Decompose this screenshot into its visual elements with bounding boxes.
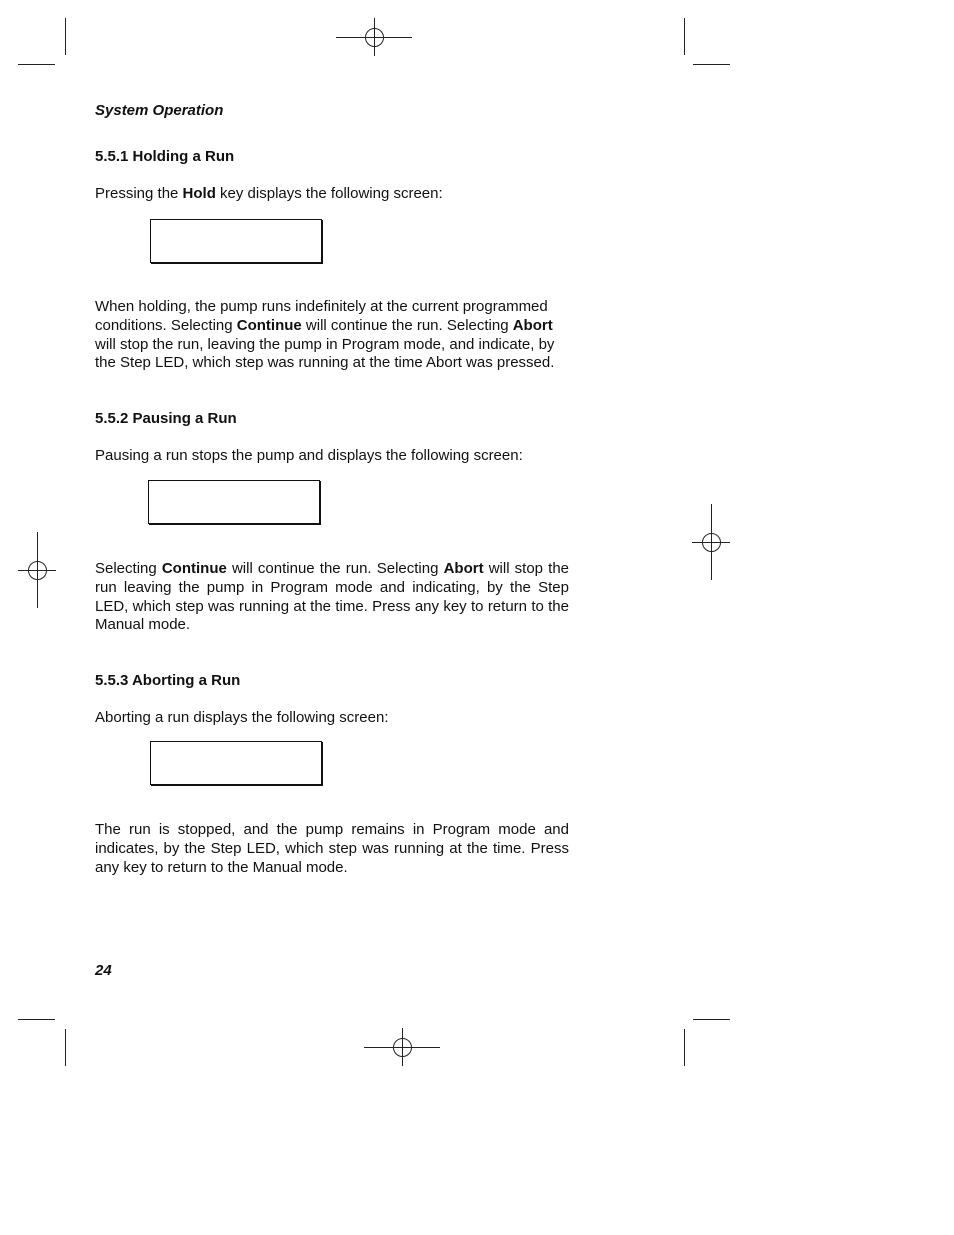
abort-body-paragraph: The run is stopped, and the pump remains in Program mode and indicates, by the Step LED, which step was running at the time. Press any key to return to the Manual mode. [95,821,569,876]
hold-intro-text-end: key displays the following screen: [215,185,443,202]
pause-body-paragraph [95,560,569,635]
pause-body-text-2: will continue the run. Selecting [226,560,444,577]
hold-body-text-3: will stop the run, leaving the pump in Program mode, and indicate, by the Step LED, which step was running at the time Abort was pressed. [95,335,555,372]
hold-intro-paragraph [95,185,569,204]
hold-key-label: Hold [182,185,216,202]
pause-body-text-3: will stop the run leaving the pump in Program mode and indicating, by the Step LED, which step was running at the time. Press any key to return to the Manual mode. [95,560,570,634]
continue-label: Continue [161,560,227,577]
heading-pausing-a-run: 5.5.2 Pausing a Run [95,410,237,427]
pause-intro-paragraph: Pausing a run stops the pump and displays the following screen: [95,447,523,464]
heading-holding-a-run: 5.5.1 Holding a Run [95,148,235,165]
hold-intro-text: Pressing the [95,185,183,202]
heading-aborting-a-run: 5.5.3 Aborting a Run [95,672,241,689]
page-number: 24 [95,962,112,979]
pause-screen-display [148,480,320,524]
abort-screen-display [150,741,322,785]
pause-body-text: Selecting [95,560,162,577]
running-header: System Operation [95,102,224,119]
continue-label: Continue [236,316,302,334]
hold-body-text: When holding, the pump runs indefinitely at the current programmed conditions. Selecting [95,298,548,334]
hold-body-paragraph [95,298,569,373]
abort-intro-paragraph: Aborting a run displays the following screen: [95,709,389,726]
hold-body-text-2: will continue the run. Selecting [301,316,513,334]
abort-label: Abort [512,316,553,334]
abort-label: Abort [443,560,484,577]
hold-screen-display [150,219,322,263]
